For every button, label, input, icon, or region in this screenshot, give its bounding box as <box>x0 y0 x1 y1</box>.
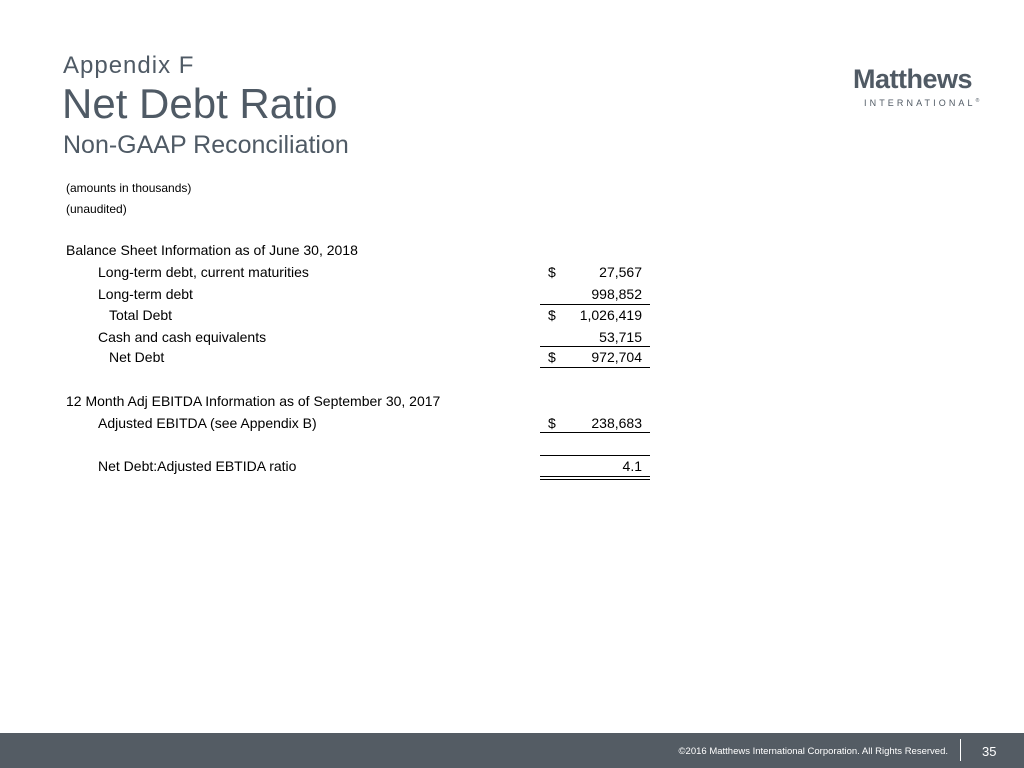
adj-ebitda-currency: $ <box>548 415 556 431</box>
total-debt-value: 1,026,419 <box>579 307 642 323</box>
ratio-value: 4.1 <box>622 458 642 474</box>
adj-ebitda-value: 238,683 <box>591 415 642 431</box>
adj-ebitda-label: Adjusted EBITDA (see Appendix B) <box>98 415 317 431</box>
net-debt-label: Net Debt <box>109 349 165 365</box>
logo-name: Matthews <box>853 64 973 94</box>
total-debt-currency: $ <box>548 307 556 323</box>
balance-sheet-heading-text: Balance Sheet Information as of June 30, 2018 <box>66 242 358 258</box>
ltd-current-value: 27,567 <box>599 264 642 280</box>
ratio-label: Net Debt:Adjusted EBTIDA ratio <box>98 458 297 474</box>
units-note: (amounts in thousands) <box>66 181 192 195</box>
ebitda-heading <box>66 393 440 409</box>
ltd-current-currency: $ <box>548 264 556 280</box>
cash-label: Cash and cash equivalents <box>98 329 267 345</box>
page-number: 35 <box>982 744 997 759</box>
footer-bar <box>0 733 1024 768</box>
page-subtitle: Non-GAAP Reconciliation <box>63 131 349 159</box>
ratio-double-rule-2 <box>540 479 650 480</box>
footer-divider <box>960 739 961 761</box>
total-debt-label: Total Debt <box>109 307 173 323</box>
page-title: Net Debt Ratio <box>62 80 338 127</box>
net-debt-value: 972,704 <box>591 349 642 365</box>
audit-note: (unaudited) <box>66 202 127 216</box>
subtotal-rule <box>540 346 650 347</box>
balance-sheet-heading <box>66 242 358 258</box>
ebitda-heading-text: 12 Month Adj EBITDA Information as of September 30, 2017 <box>66 393 441 409</box>
subtotal-rule <box>540 304 650 305</box>
total-rule <box>540 432 650 433</box>
total-rule <box>540 367 650 368</box>
logo-sub-text: INTERNATIONAL <box>864 98 976 108</box>
appendix-label: Appendix F <box>63 52 195 79</box>
logo-registered-mark: ® <box>975 98 980 104</box>
ltd-value: 998,852 <box>591 286 642 302</box>
logo-sub <box>864 98 979 108</box>
cash-value: 53,715 <box>599 329 642 345</box>
matthews-logo <box>853 64 983 112</box>
ratio-top-rule <box>540 455 650 456</box>
net-debt-currency: $ <box>548 349 556 365</box>
ratio-double-rule-1 <box>540 476 650 477</box>
ltd-current-label: Long-term debt, current maturities <box>98 264 309 280</box>
ltd-label: Long-term debt <box>98 286 193 302</box>
copyright-text: ©2016 Matthews International Corporation. All Rights Reserved. <box>678 746 948 757</box>
